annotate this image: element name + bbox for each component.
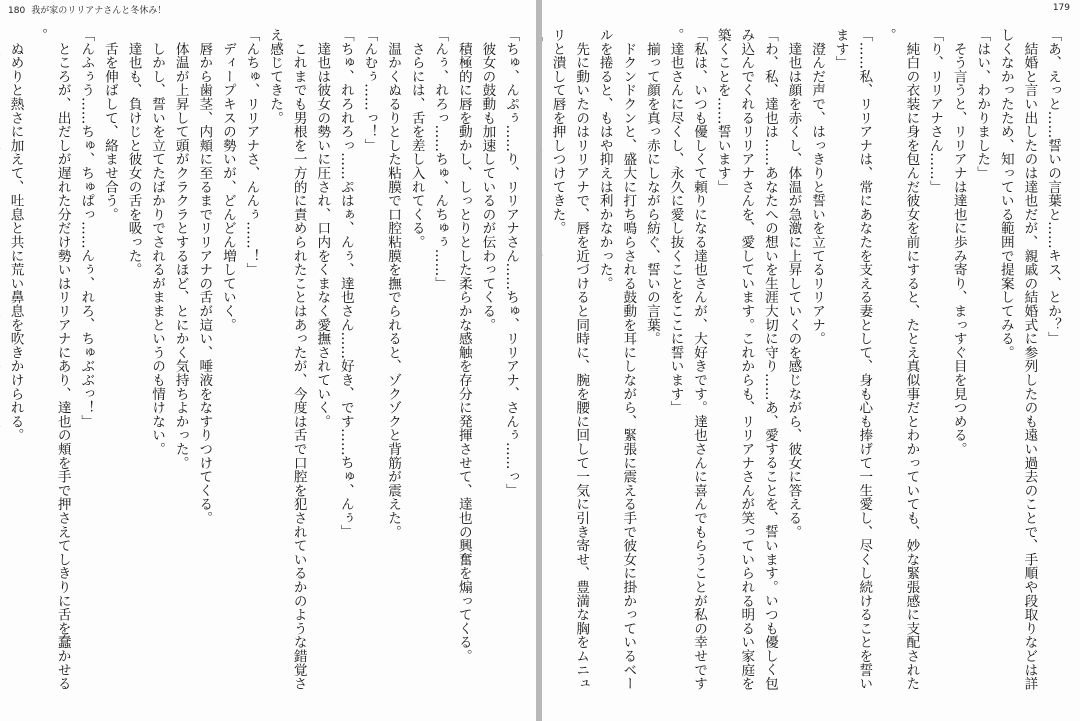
right-paragraph: そう言うと、リリアナは達也に歩み寄り、まっすぐ目を見つめる。 xyxy=(950,28,967,456)
left-paragraph: ディープキスの勢いが、どんどん増していく。 xyxy=(219,28,236,332)
right-paragraph: 揃って顔を真っ赤にしながら紡ぐ、誓いの言葉。 xyxy=(643,28,660,346)
right-page-text xyxy=(549,28,1064,708)
right-paragraph: 達也は顔を赤くし、体温が急激に上昇していくのを感じながら、彼女に答える。 xyxy=(785,28,802,539)
left-paragraph: 体温が上昇して頭がクラクラとするほど、とにかく気持ちよかった。 xyxy=(172,28,189,470)
left-paragraph: 唇から歯茎、内頬に至るまでリリアナの舌が這い、唾液をなすりつけてくる。 xyxy=(196,28,213,525)
right-paragraph: 先に動いたのはリリアナで、唇を近づけると同時に、腕を腰に回して一気に引き寄せ、豊満な胸をムニュ リと潰して唇を押しつけてきた。 xyxy=(549,28,590,691)
left-paragraph: 「んむぅ……っ！」 xyxy=(361,28,378,153)
right-paragraph xyxy=(542,28,545,708)
right-paragraph: 「り、リリアナさん……」 xyxy=(927,28,944,194)
right-paragraph: 「……私、リリアナは、常にあなたを支える妻として、身も心も捧げて一生愛し、尽くし続けることを誓い ます」 xyxy=(832,28,873,691)
left-paragraph: 温かくぬるりとした粘膜で口腔粘膜を撫でられると、ゾクゾクと背筋が震えた。 xyxy=(385,28,402,539)
left-page-header xyxy=(8,3,166,16)
right-paragraph: 「わ、私、達也は……あなたへの想いを生涯大切に守り……あ、愛することを、誓います。いつも優しく包 み込んでくれるリリアナさんを、愛しています。これからも、リリアナさんが笑っていられる明るい家庭を 築くことを……誓います」 xyxy=(714,28,778,691)
right-page-header xyxy=(1053,3,1070,13)
left-paragraph: ところが、出だしが遅れた分だけ勢いはリリアナにあり、達也の頬を手で押さえてしきりに舌を蠢かせる 。 xyxy=(31,28,71,691)
left-paragraph: 「んぅ、れろっ……ちゅ、んちゅぅ……」 xyxy=(432,28,449,291)
right-paragraph: 純白の衣装に身を包んだ彼女を前にすると、たとえ真似事だとわかっていても、妙な緊張感に支配された 。 xyxy=(879,28,920,691)
left-paragraph: 彼女の鼓動も加速しているのが伝わってくる。 xyxy=(479,28,496,332)
right-paragraph: ドクンドクンと、盛大に打ち鳴らされる鼓動を耳にしながら、緊張に震える手で彼女に掛かっているベー ルを捲ると、もはや抑えは利かなかった。 xyxy=(596,28,637,691)
left-page xyxy=(0,0,536,721)
left-paragraph: しかし、誓いを立てたばかりでされるがままというのも情けない。 xyxy=(149,28,166,456)
left-paragraph: 舌を伸ばして、絡ませ合う。 xyxy=(101,28,118,222)
left-page-number: 180 xyxy=(8,6,26,16)
left-paragraph: 「ちゅ、れろれろっ……ぷはぁ、んぅ、達也さん……好き、です……ちゅ、んぅ」 xyxy=(337,28,354,539)
right-paragraph: 「私は、いつも優しくて頼りになる達也さんが、大好きです。達也さんに喜んでもらうことが私の幸せです 。達也さんに尽くし、永久に愛し抜くことをここに誓います」 xyxy=(667,28,708,691)
right-paragraph: 澄んだ声で、はっきりと誓いを立てるリリアナ。 xyxy=(809,28,826,346)
right-paragraph: 「あ、えっと……誓いの言葉と……キス、とか？」 xyxy=(1045,28,1061,346)
left-paragraph: 「んちゅ、リリアナさ、んんぅ……！」 xyxy=(243,28,260,277)
left-paragraph: さらには、舌を差し入れてくる。 xyxy=(408,28,425,249)
right-paragraph: 「はい、わかりました」 xyxy=(974,28,991,180)
right-page-number: 179 xyxy=(1052,3,1070,13)
left-paragraph: これまでも男根を一方的に責められたことはあったが、今度は舌で口腔を犯されているかのような錯覚さ え感じてきた。 xyxy=(267,28,307,691)
running-title: 我が家のリリアナさんと冬休み！ xyxy=(31,6,167,16)
left-paragraph: 「ちゅ、んぷぅ……り、リリアナさん……ちゅ、リリアナ、さんぅ……っ」 xyxy=(503,28,519,498)
left-page-text xyxy=(7,28,522,708)
right-page xyxy=(542,0,1080,721)
left-paragraph: 「んふぅう……ちゅ、ちゅぱっ……んぅ、れろ、ちゅぶぶっ！」 xyxy=(78,28,95,429)
left-paragraph: 達也は彼女の勢いに圧され、口内をくまなく愛撫されていく。 xyxy=(314,28,331,429)
right-paragraph: 結婚と言い出したのは達也だが、親戚の結婚式に参列したのも遠い過去のことで、手順や段取りなどは詳 しくなかったため、知っている範囲で提案してみる。 xyxy=(997,28,1038,691)
left-paragraph: 達也も、負けじと彼女の舌を吸った。 xyxy=(125,28,142,277)
left-paragraph xyxy=(0,28,3,708)
left-paragraph: 積極的に唇を動かし、しっとりとした柔らかな感触を存分に発揮させて、達也の興奮を煽ってくる。 xyxy=(455,28,472,663)
left-paragraph: ぬめりと熱さに加えて、吐息と共に荒い鼻息を吹きかけられる。 xyxy=(7,28,24,442)
